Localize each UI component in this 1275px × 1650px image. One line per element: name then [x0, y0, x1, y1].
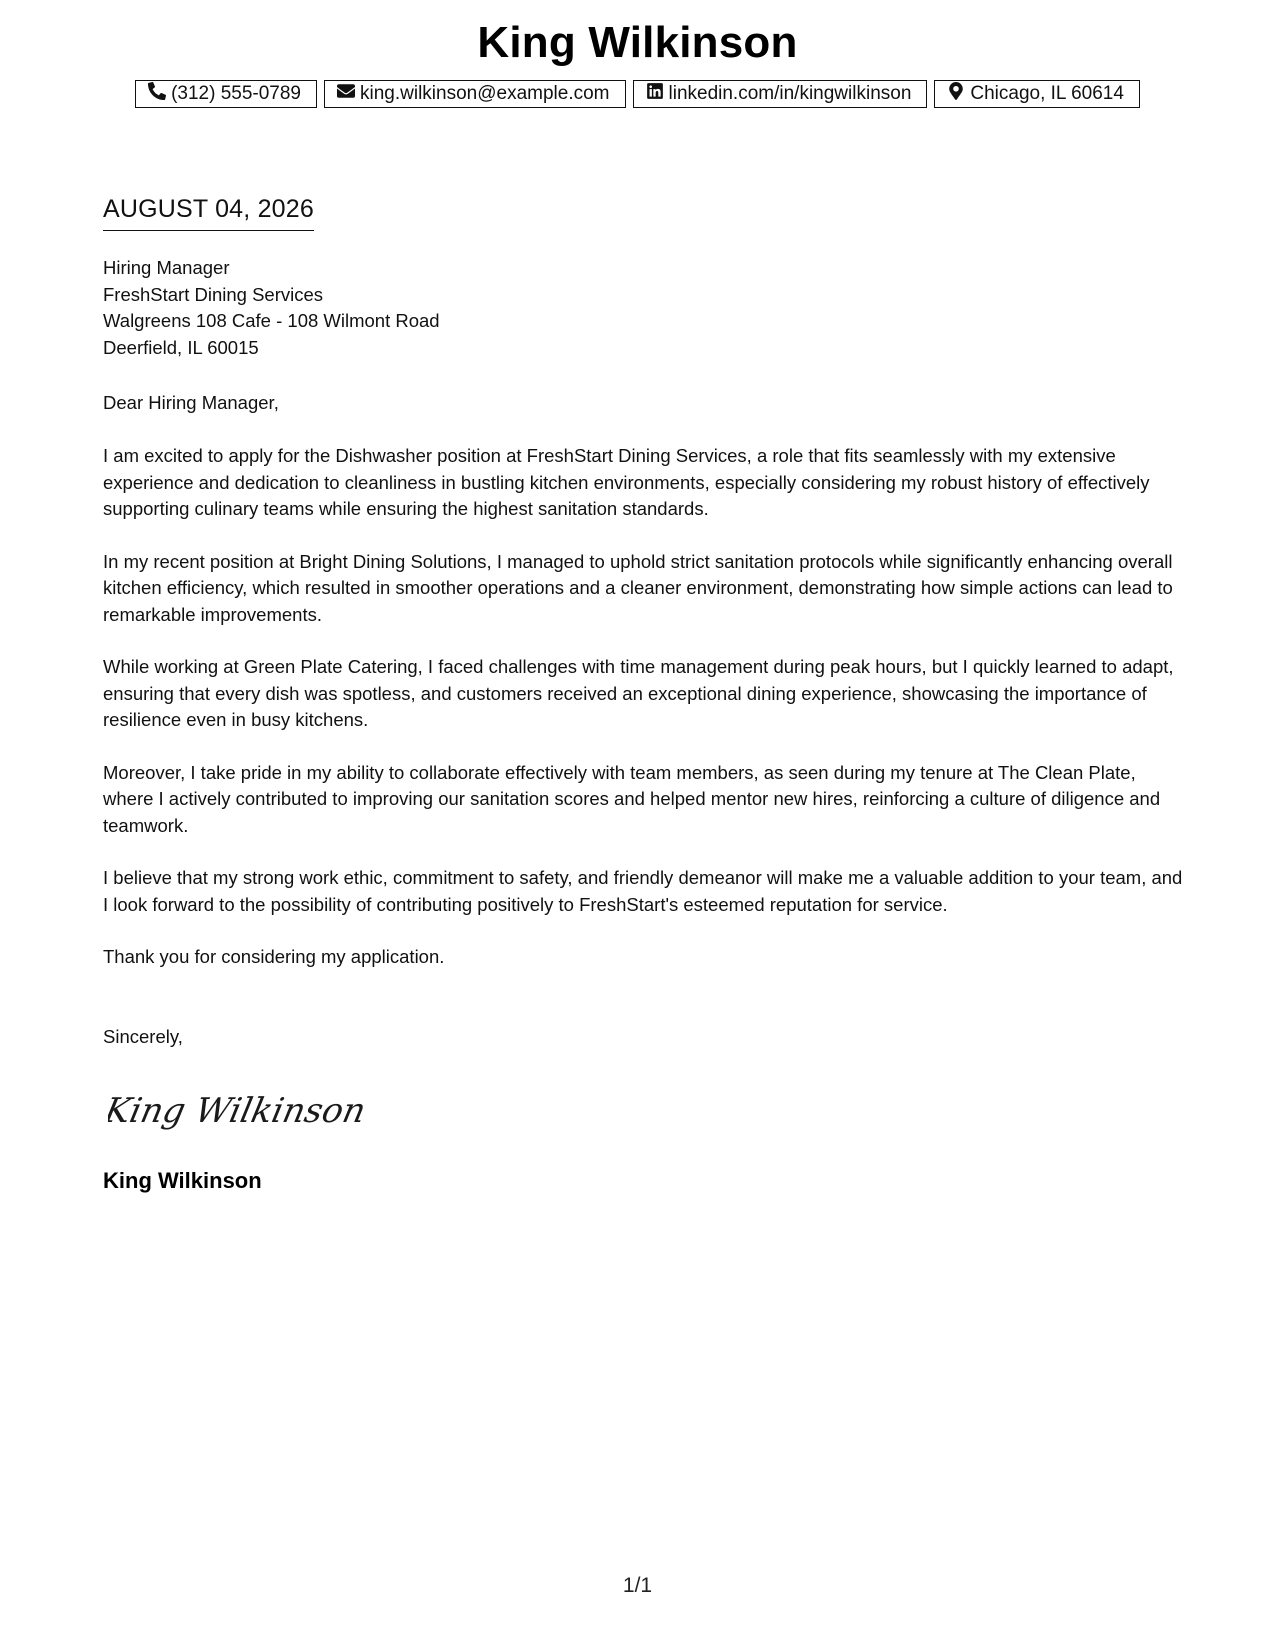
contact-email	[324, 80, 626, 108]
applicant-name: King Wilkinson	[477, 18, 798, 67]
recipient-title: Hiring Manager	[103, 257, 230, 278]
recipient-block	[103, 255, 1183, 361]
paragraph: Moreover, I take pride in my ability to collaborate effectively with team members, as seen during my tenure at The Clean Plate, where I actively contributed to improving our sanitation scores and helped mentor new hires, reinforcing a culture of diligence and teamwork.	[103, 761, 1161, 836]
contact-linkedin	[633, 80, 928, 108]
map-marker-icon	[947, 82, 970, 106]
envelope-icon	[337, 82, 360, 106]
contact-phone	[135, 80, 317, 108]
salutation: Dear Hiring Manager,	[103, 392, 279, 413]
recipient-city: Deerfield, IL 60015	[103, 336, 259, 358]
paragraph: I believe that my strong work ethic, commitment to safety, and friendly demeanor will make me a valuable addition to your team, and I look forward to the possibility of contributing positively to FreshStart's esteemed reputation for service.	[103, 867, 1183, 915]
paragraph: While working at Green Plate Catering, I faced challenges with time management during peak hours, but I quickly learned to adapt, ensuring that every dish was spotless, and customers received an exceptional dining experience, showcasing the importance of resilience even in busy kitchens.	[103, 656, 1174, 730]
paragraph: I am excited to apply for the Dishwasher position at FreshStart Dining Services, a role that fits seamlessly with my extensive experience and dedication to cleanliness in bustling kitchen environments, especially considering my robust history of effectively supporting culinary teams while ensuring the highest sanitation standards.	[103, 445, 1150, 519]
contact-location-text: Chicago, IL 60614	[970, 83, 1124, 104]
signer-name: King Wilkinson	[103, 1168, 262, 1193]
contact-bar	[0, 80, 1275, 108]
phone-icon	[148, 82, 171, 106]
letter-date: AUGUST 04, 2026	[103, 195, 314, 231]
handwritten-signature	[108, 1078, 368, 1138]
linkedin-icon	[646, 82, 669, 106]
contact-phone-text: (312) 555-0789	[171, 83, 301, 104]
contact-email-text: king.wilkinson@example.com	[360, 83, 610, 104]
contact-location	[934, 80, 1140, 108]
recipient-address: Walgreens 108 Cafe - 108 Wilmont Road	[103, 310, 440, 331]
contact-linkedin-text: linkedin.com/in/kingwilkinson	[668, 83, 912, 104]
letter-body	[103, 443, 1183, 997]
page-number: 1/1	[622, 1574, 653, 1597]
paragraph: Thank you for considering my application.	[103, 946, 445, 967]
closing: Sincerely,	[103, 1026, 183, 1047]
recipient-company: FreshStart Dining Services	[103, 283, 324, 305]
paragraph: In my recent position at Bright Dining Solutions, I managed to uphold strict sanitation protocols while significantly enhancing overall kitchen efficiency, which resulted in smoother operations and a cleaner environment, demonstrating how simple actions can lead to remarkable improvements.	[103, 550, 1173, 625]
svg-text:King Wilkinson: King Wilkinson	[108, 1091, 368, 1131]
